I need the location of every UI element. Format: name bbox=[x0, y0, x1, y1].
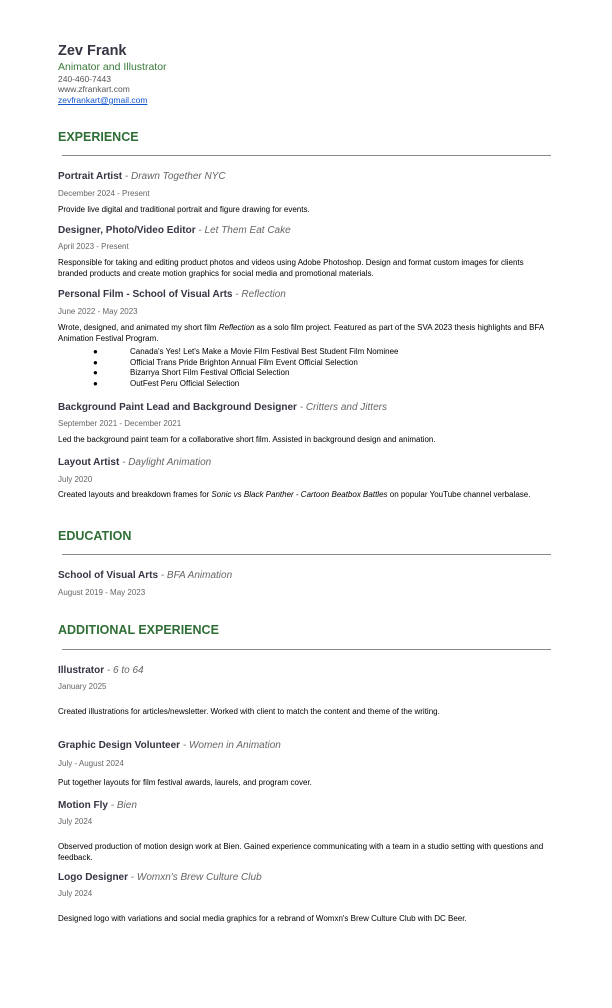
job-title: Layout Artist - Daylight Animation bbox=[58, 457, 212, 468]
job-date: July 2020 bbox=[58, 475, 93, 484]
job-title: Personal Film - School of Visual Arts - Reflection bbox=[58, 289, 286, 300]
divider bbox=[62, 155, 551, 156]
resume-subtitle: Animator and Illustrator bbox=[58, 61, 167, 73]
award-item: Official Trans Pride Brighton Annual Film Event Official Selection bbox=[130, 358, 358, 367]
resume-name: Zev Frank bbox=[58, 43, 127, 59]
bullet-icon: ● bbox=[93, 358, 98, 367]
award-item: Canada's Yes! Let's Make a Movie Film Festival Best Student Film Nominee bbox=[130, 347, 399, 356]
edu-title: School of Visual Arts - BFA Animation bbox=[58, 570, 233, 581]
job-desc: Designed logo with variations and social media graphics for a rebrand of Womxn's Brew Culture Club with DC Beer. bbox=[58, 914, 467, 923]
section-education: EDUCATION bbox=[58, 529, 132, 543]
job-title: Designer, Photo/Video Editor - Let Them Eat Cake bbox=[58, 225, 291, 236]
divider bbox=[62, 649, 551, 650]
job-date: June 2022 - May 2023 bbox=[58, 307, 138, 316]
job-date: January 2025 bbox=[58, 682, 107, 691]
edu-date: August 2019 - May 2023 bbox=[58, 588, 146, 597]
job-date: July 2024 bbox=[58, 817, 93, 826]
job-desc: Observed production of motion design work at Bien. Gained experience communicating with a team in a studio setting with questions and feedback. bbox=[58, 842, 544, 862]
job-desc: Created illustrations for articles/newsletter. Worked with client to match the content and theme of the writing. bbox=[58, 707, 440, 716]
job-title: Portrait Artist - Drawn Together NYC bbox=[58, 171, 226, 182]
job-desc: Wrote, designed, and animated my short film Reflection as a solo film project. Featured as part of the SVA 2023 thesis highlights and BFA Animation Festival Program. bbox=[58, 323, 544, 343]
divider bbox=[62, 554, 551, 555]
job-title: Motion Fly - Bien bbox=[58, 800, 137, 811]
job-title: Graphic Design Volunteer - Women in Animation bbox=[58, 740, 281, 751]
email-link[interactable]: zevfrankart@gmail.com bbox=[58, 95, 148, 105]
job-title: Logo Designer - Womxn's Brew Culture Club bbox=[58, 872, 262, 883]
job-desc: Created layouts and breakdown frames for Sonic vs Black Panther - Cartoon Beatbox Battles on popular YouTube channel verbalase. bbox=[58, 490, 531, 499]
bullet-icon: ● bbox=[93, 347, 98, 356]
job-desc: Responsible for taking and editing product photos and videos using Adobe Photoshop. Design and format custom images for clients branded products and create motion graphics for social media and promotional materials. bbox=[58, 258, 524, 278]
bullet-icon: ● bbox=[93, 379, 98, 388]
job-desc: Put together layouts for film festival awards, laurels, and program cover. bbox=[58, 778, 312, 787]
job-date: April 2023 - Present bbox=[58, 242, 129, 251]
job-title: Illustrator - 6 to 64 bbox=[58, 665, 144, 676]
section-experience: EXPERIENCE bbox=[58, 130, 139, 144]
job-title: Background Paint Lead and Background Designer - Critters and Jitters bbox=[58, 402, 387, 413]
job-date: July - August 2024 bbox=[58, 759, 124, 768]
bullet-icon: ● bbox=[93, 368, 98, 377]
phone: 240-460-7443 bbox=[58, 74, 111, 84]
award-item: OutFest Peru Official Selection bbox=[130, 379, 240, 388]
job-desc: Provide live digital and traditional portrait and figure drawing for events. bbox=[58, 205, 310, 214]
job-date: September 2021 - December 2021 bbox=[58, 419, 182, 428]
website[interactable]: www.zfrankart.com bbox=[58, 84, 130, 94]
job-desc: Led the background paint team for a collaborative short film. Assisted in background design and animation. bbox=[58, 435, 436, 444]
job-date: December 2024 - Present bbox=[58, 189, 150, 198]
award-item: Bizarrya Short Film Festival Official Selection bbox=[130, 368, 290, 377]
job-date: July 2024 bbox=[58, 889, 93, 898]
section-additional: ADDITIONAL EXPERIENCE bbox=[58, 623, 219, 637]
